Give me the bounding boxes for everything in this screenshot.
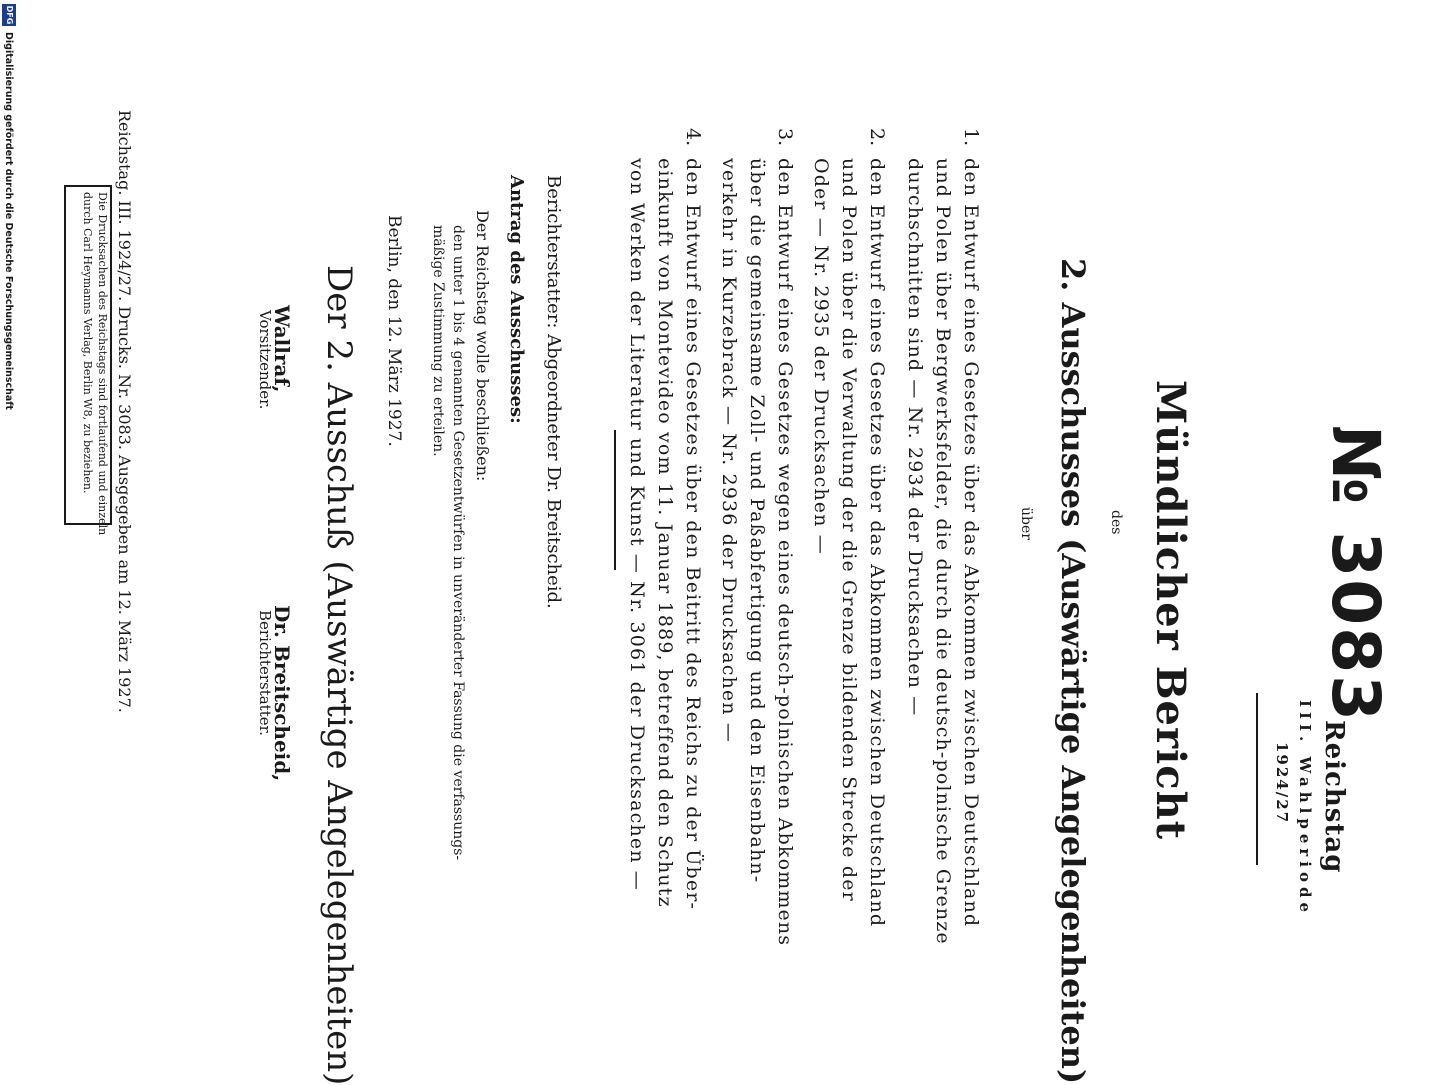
dfg-logo-icon: DFG — [2, 4, 16, 26]
item-line: von Werken der Literatur und Kunst — Nr. 3061 der Drucksachen — — [626, 158, 648, 891]
item-line: durchschnitten sind — Nr. 2934 der Drucksachen — — [904, 158, 926, 717]
chairman-name: Wallraf, — [270, 305, 294, 393]
item-line: den Entwurf eines Gesetzes über den Beitritt des Reichs zu der Über- — [682, 158, 704, 911]
committee-signature: Der 2. Ausschuß (Auswärtige Angelegenheiten) — [319, 265, 359, 1085]
item-line: und Polen über Bergwerksfelder, die durch die deutsch-polnische Grenze — [932, 158, 954, 945]
motion-heading: Antrag des Ausschusses: — [506, 175, 527, 424]
publisher-note: Die Drucksachen des Reichstags sind fortlaufend und einzeln — [96, 192, 109, 536]
header-rule — [1256, 693, 1258, 865]
title-des: des — [1108, 510, 1124, 535]
committee-title: 2. Ausschusses (Auswärtige Angelegenheiten) — [1054, 258, 1092, 1085]
years-label: 1924/27 — [1273, 742, 1291, 825]
item-line: über die gemeinsame Zoll- und Paßabfertigung und den Eisenbahn- — [746, 158, 768, 884]
footer-line: Reichstag. III. 1924/27. Drucks. Nr. 3083. Ausgegeben am 12. März 1927. — [115, 110, 134, 713]
item-number: 2. — [866, 128, 888, 147]
chairman-role: Vorsitzender. — [256, 310, 274, 410]
publisher-note: durch Carl Heymanns Verlag, Berlin W8, zu beziehen. — [81, 192, 94, 494]
item-number: 3. — [774, 128, 796, 147]
item-number: 4. — [682, 128, 704, 147]
digitization-note: Digitalisierung gefördert durch die Deutsche Forschungsgemeinschaft — [3, 32, 14, 410]
item-line: verkehr in Kurzebrack — Nr. 2936 der Drucksachen — — [718, 158, 740, 743]
item-line: Oder — Nr. 2935 der Drucksachen — — [810, 158, 832, 555]
reporter-name: Dr. Breitscheid, — [270, 605, 294, 782]
resolution-line: Der Reichstag wolle beschließen: — [473, 210, 492, 482]
item-line: den Entwurf eines Gesetzes über das Abkommen zwischen Deutschland — [960, 158, 982, 928]
title-ueber: über — [1018, 507, 1034, 540]
item-number: 1. — [960, 128, 982, 147]
item-line: den Entwurf eines Gesetzes über das Abkommen zwischen Deutschland — [866, 158, 888, 928]
reporter-line: Berichterstatter: Abgeordneter Dr. Breitscheid. — [543, 175, 564, 609]
main-title: Mündlicher Bericht — [1147, 380, 1194, 841]
item-line: den Entwurf eines Gesetzes wegen eines deutsch-polnischen Abkommens — [774, 158, 796, 947]
document-number: № 3083 — [1317, 425, 1394, 724]
reporter-role: Berichterstatter. — [256, 610, 274, 736]
resolution-text: mäßige Zustimmung zu erteilen. — [430, 225, 446, 457]
section-divider — [614, 430, 616, 570]
period-label: III. Wahlperiode — [1296, 700, 1314, 918]
parliament-label: Reichstag — [1319, 720, 1349, 874]
item-line: einkunft von Montevideo vom 11. Januar 1889, betreffend den Schutz — [654, 158, 676, 908]
place-date: Berlin, den 12. März 1927. — [384, 215, 404, 447]
resolution-text: den unter 1 bis 4 genannten Gesetzentwürfen in unveränderter Fassung die verfassungs- — [450, 225, 466, 861]
item-line: und Polen über die Verwaltung der die Grenze bildenden Strecke der — [838, 158, 860, 902]
